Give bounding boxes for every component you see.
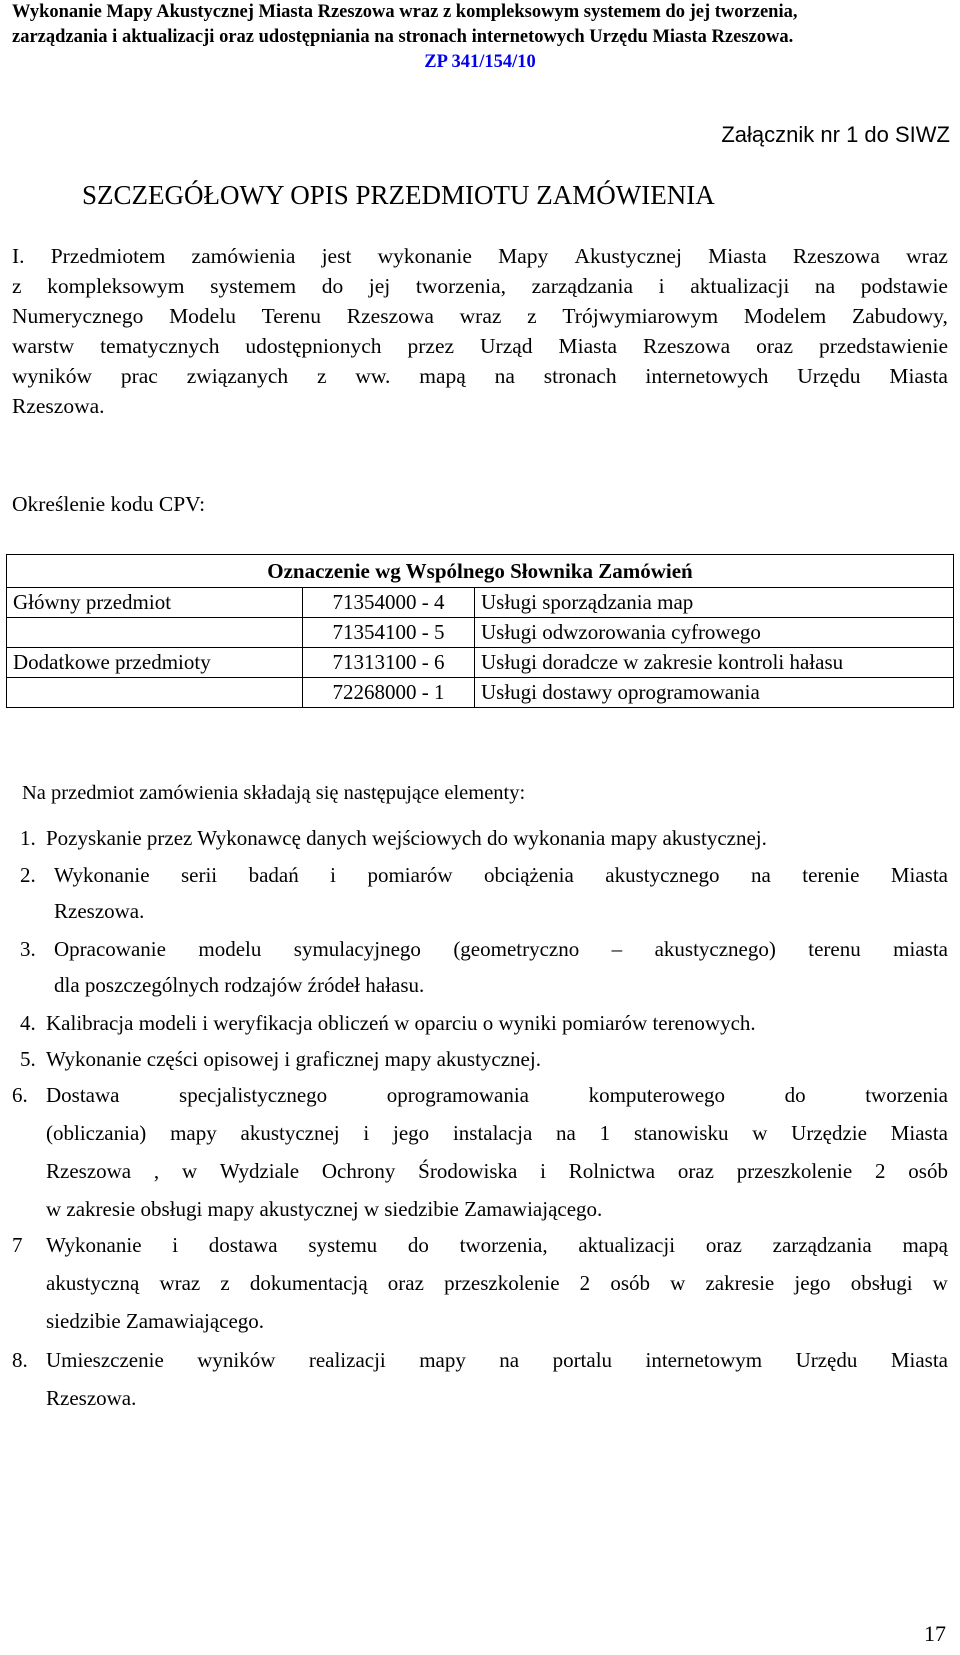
intro-line: Numerycznego Modelu Terenu Rzeszowa wraz z Trójwymiarowym Modelem Zabudowy, [12,304,948,328]
list-item-text-line: Wykonanie i dostawa systemu do tworzenia, aktualizacji oraz zarządzania mapą [46,1233,948,1257]
header-line-1: Wykonanie Mapy Akustycznej Miasta Rzeszowa wraz z kompleksowym systemem do jej tworzenia, [12,2,798,22]
list-item-number: 2. [20,863,36,887]
table-row [7,588,954,618]
cpv-description-cell: Usługi dostawy oprogramowania [475,678,954,708]
list-item [12,1341,948,1417]
header-line-2: zarządzania i aktualizacji oraz udostępniania na stronach internetowych Urzędu Miasta Rzeszowa. [12,27,794,47]
intro-line: I. Przedmiotem zamówienia jest wykonanie Mapy Akustycznej Miasta Rzeszowa wraz [12,244,948,268]
list-item-text-line: Rzeszowa. [54,899,145,923]
list-item-number: 6. [12,1083,28,1107]
list-item [12,820,948,856]
cpv-code-cell: 71354100 - 5 [303,618,475,648]
list-item-text-line: dla poszczególnych rodzajów źródeł hałasu. [54,973,425,997]
list-item-text-line: Wykonanie serii badań i pomiarów obciążenia akustycznego na terenie Miasta [54,863,948,887]
intro-line: Rzeszowa. [12,394,105,418]
list-item-number: 4. [20,1011,36,1035]
document-title: SZCZEGÓŁOWY OPIS PRZEDMIOTU ZAMÓWIENIA [82,180,715,210]
cpv-table [6,554,954,708]
cpv-code-cell: 72268000 - 1 [303,678,475,708]
annex-label: Załącznik nr 1 do SIWZ [721,122,950,147]
list-item-text-line: siedzibie Zamawiającego. [46,1309,265,1333]
list-item-number: 5. [20,1047,36,1071]
cpv-description-cell: Usługi doradcze w zakresie kontroli hałasu [475,648,954,678]
list-item-text-line: (obliczania) mapy akustycznej i jego instalacja na 1 stanowisku w Urzędzie Miasta [46,1121,948,1145]
list-item-text-line: Opracowanie modelu symulacyjnego (geometryczno – akustycznego) terenu miasta [54,937,948,961]
table-row [7,678,954,708]
page-number: 17 [924,1621,946,1646]
list-item-number: 3. [20,937,36,961]
list-item [12,1226,948,1340]
cpv-label: Określenie kodu CPV: [12,492,206,516]
elements-label: Na przedmiot zamówienia składają się następujące elementy: [22,782,526,804]
intro-line: warstw tematycznych udostępnionych przez Urząd Miasta Rzeszowa oraz przedstawienie [12,334,948,358]
list-item [12,1005,948,1041]
list-item-number: 1. [20,826,36,850]
table-row [7,648,954,678]
document-header [12,0,948,75]
cpv-category-cell [7,618,303,648]
list-item-number: 8. [12,1348,28,1372]
list-item-text-line: Rzeszowa , w Wydziale Ochrony Środowiska i Rolnictwa oraz przeszkolenie 2 osób [46,1159,948,1183]
list-item-text-line: Pozyskanie przez Wykonawcę danych wejściowych do wykonania mapy akustycznej. [46,826,767,850]
cpv-category-cell: Dodatkowe przedmioty [7,648,303,678]
cpv-description-cell: Usługi odwzorowania cyfrowego [475,618,954,648]
cpv-description-cell: Usługi sporządzania map [475,588,954,618]
list-item [12,1076,948,1228]
list-item-text-line: w zakresie obsługi mapy akustycznej w siedzibie Zamawiającego. [46,1197,603,1221]
intro-paragraph [12,241,948,421]
table-row [7,618,954,648]
list-item-text-line: Rzeszowa. [46,1386,137,1410]
list-item-text-line: Umieszczenie wyników realizacji mapy na portalu internetowym Urzędu Miasta [46,1348,948,1372]
intro-line: wyników prac związanych z ww. mapą na stronach internetowych Urzędu Miasta [12,364,948,388]
cpv-code-cell: 71313100 - 6 [303,648,475,678]
cpv-code-cell: 71354000 - 4 [303,588,475,618]
list-item-number: 7 [12,1233,23,1257]
list-item [12,931,948,1003]
list-item [12,857,948,929]
intro-line: z kompleksowym systemem do jej tworzenia, zarządzania i aktualizacji na podstawie [12,274,948,298]
list-item-text-line: Wykonanie części opisowej i graficznej mapy akustycznej. [46,1047,541,1071]
cpv-category-cell [7,678,303,708]
cpv-table-header: Oznaczenie wg Wspólnego Słownika Zamówień [7,555,954,588]
cpv-category-cell: Główny przedmiot [7,588,303,618]
list-item-text-line: Kalibracja modeli i weryfikacja obliczeń w oparciu o wyniki pomiarów terenowych. [46,1011,756,1035]
list-item [12,1041,948,1077]
list-item-text-line: akustyczną wraz z dokumentacją oraz przeszkolenie 2 osób w zakresie jego obsługi w [46,1271,948,1295]
reference-number: ZP 341/154/10 [424,52,536,72]
list-item-text-line: Dostawa specjalistycznego oprogramowania komputerowego do tworzenia [46,1083,948,1107]
